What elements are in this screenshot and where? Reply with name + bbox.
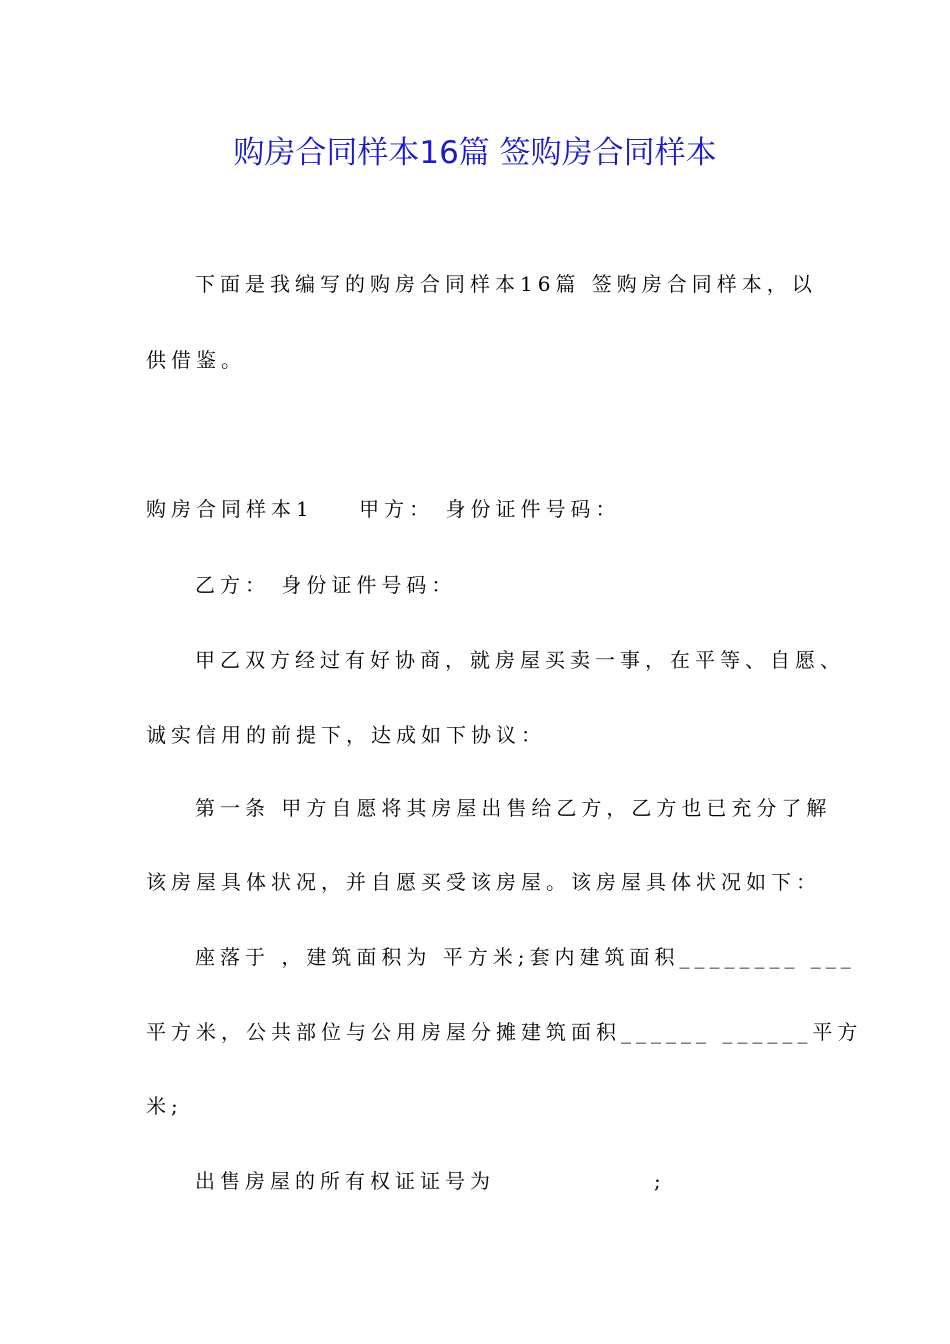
paragraph-line-location-2: 平方米，公共部位与公用房屋分摊建筑面积______ ______平方	[146, 1020, 863, 1044]
paragraph-line-agreement-2: 诚实信用的前提下，达成如下协议：	[146, 723, 546, 747]
paragraph-line-article1-2: 该房屋具体状况，并自愿买受该房屋。该房屋具体状况如下：	[146, 870, 821, 894]
paragraph-line-location-1: 座落于 ，建筑面积为 平方米;套内建筑面积________ ___	[195, 945, 856, 969]
paragraph-line-article1-1: 第一条 甲方自愿将其房屋出售给乙方，乙方也已充分了解	[195, 796, 832, 820]
paragraph-line-agreement-1: 甲乙双方经过有好协商，就房屋买卖一事，在平等、自愿、	[195, 648, 845, 672]
paragraph-line-intro-2: 供借鉴。	[146, 348, 246, 372]
paragraph-line-certificate: 出售房屋的所有权证证号为 ;	[195, 1169, 666, 1193]
paragraph-line-party-a: 购房合同样本1 甲方： 身份证件号码：	[146, 497, 621, 521]
paragraph-line-location-3: 米;	[146, 1094, 183, 1118]
paragraph-line-intro-1: 下面是我编写的购房合同样本16篇 签购房合同样本，以	[195, 272, 817, 296]
paragraph-line-party-b: 乙方： 身份证件号码：	[195, 573, 457, 597]
document-title: 购房合同样本16篇 签购房合同样本	[233, 135, 717, 171]
